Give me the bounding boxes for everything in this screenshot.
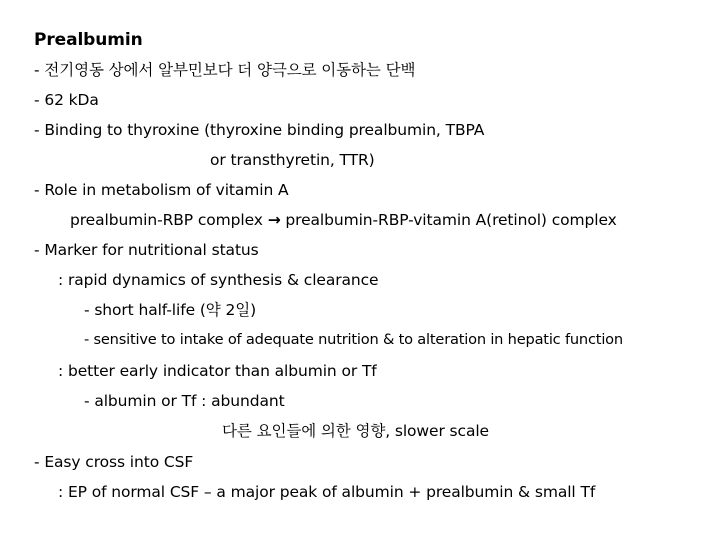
bullet-thyroxine-binding-continued: or transthyretin, TTR) bbox=[210, 151, 375, 169]
bullet-electrophoresis: - 전기영동 상에서 알부민보다 더 양극으로 이동하는 단백 bbox=[34, 61, 416, 79]
sub-other-factors: 다른 요인들에 의한 영향, slower scale bbox=[222, 422, 489, 440]
complex-line bbox=[70, 209, 617, 231]
bullet-molecular-weight: - 62 kDa bbox=[34, 91, 99, 109]
sub-sensitivity: - sensitive to intake of adequate nutrition & to alteration in hepatic function bbox=[84, 331, 623, 348]
sub-early-indicator: : better early indicator than albumin or Tf bbox=[58, 362, 377, 380]
bullet-csf: - Easy cross into CSF bbox=[34, 453, 194, 471]
bullet-nutritional-marker: - Marker for nutritional status bbox=[34, 241, 259, 259]
sub-csf-ep: : EP of normal CSF – a major peak of albumin + prealbumin & small Tf bbox=[58, 483, 596, 501]
complex-text-right: prealbumin-RBP-vitamin A(retinol) complex bbox=[285, 211, 617, 229]
bullet-vitamin-a-role: - Role in metabolism of vitamin A bbox=[34, 181, 289, 199]
complex-text-left: prealbumin-RBP complex bbox=[70, 211, 263, 229]
sub-albumin-abundant: - albumin or Tf : abundant bbox=[84, 392, 285, 410]
right-arrow-icon: → bbox=[267, 211, 281, 229]
slide-title: Prealbumin bbox=[34, 30, 143, 50]
sub-rapid-dynamics: : rapid dynamics of synthesis & clearance bbox=[58, 271, 379, 289]
sub-half-life: - short half-life (약 2일) bbox=[84, 301, 257, 319]
bullet-thyroxine-binding: - Binding to thyroxine (thyroxine binding prealbumin, TBPA bbox=[34, 121, 485, 139]
